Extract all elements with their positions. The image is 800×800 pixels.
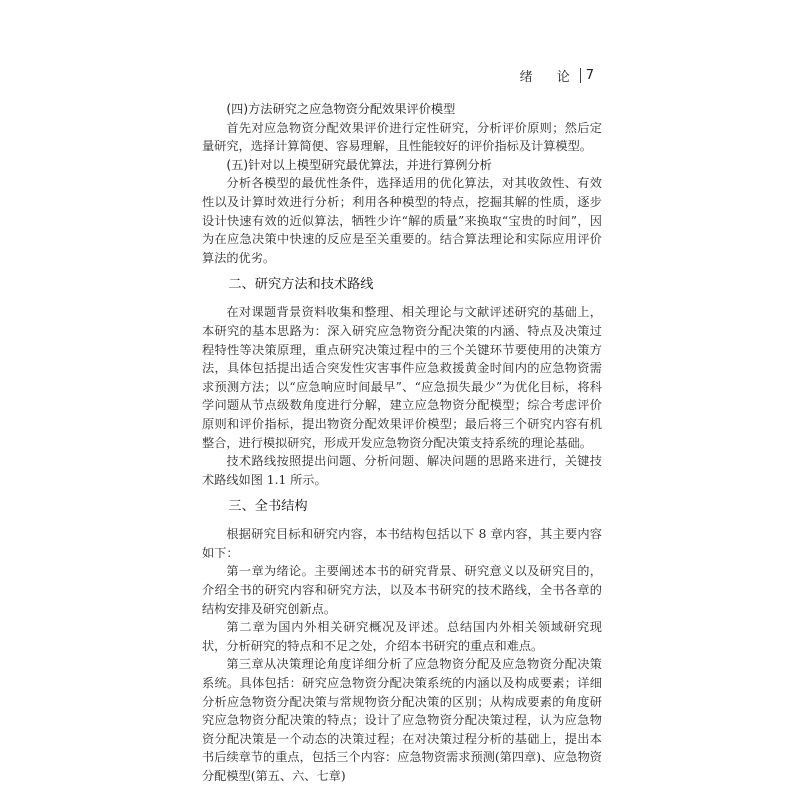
- paragraph: 根据研究目标和研究内容，本书结构包括以下 8 章内容，其主要内容如下：: [202, 527, 602, 560]
- subheading-4: (四)方法研究之应急物资分配效果评价模型: [226, 102, 456, 116]
- page-number: 7: [585, 68, 594, 83]
- page-body: [202, 100, 602, 786]
- section-heading-3: 三、全书结构: [228, 499, 308, 515]
- running-header: [520, 66, 594, 85]
- paragraph: 第二章为国内外相关研究概况及评述。总结国内外相关领域研究现状，分析研究的特点和不足之处，介绍本书研究的重点和难点。: [202, 620, 602, 653]
- paragraph: 第三章从决策理论角度详细分析了应急物资分配及应急物资分配决策系统。具体包括：研究应急物资分配决策系统的内涵以及构成要素；详细分析应急物资分配决策与常规物资分配决策的区别；从构成要素的角度研究应急物资分配决策的特点；设计了应急物资分配决策过程，认为应急物资分配决策是一个动态的决策过程；在对决策过程分析的基础上，提出本书后续章节的重点，包括三个内容：应急物资需求预测(第四章)、应急物资分配模型(第五、六、七章): [202, 657, 602, 783]
- paragraph: 技术路线按照提出问题、分析问题、解决问题的思路来进行，关键技术路线如图 1.1 所示。: [202, 454, 602, 487]
- paragraph: 在对课题背景资料收集和整理、相关理论与文献评述研究的基础上，本研究的基本思路为：深入研究应急物资分配决策的内涵、特点及决策过程特性等决策原理，重点研究决策过程中的三个关键环节要使用的决策方法，具体包括提出适合突发性灾害事件应急救援黄金时间内的应急物资需求预测方法；以“应急响应时间最早”、“应急损失最少”为优化目标，将科学问题从节点级数角度进行分解，建立应急物资分配模型；综合考虑评价原则和评价指标，提出物资分配效果评价模型；最后将三个研究内容有机整合，进行模拟研究，形成开发应急物资分配决策支持系统的理论基础。: [202, 305, 602, 450]
- section-heading-2: 二、研究方法和技术路线: [228, 277, 374, 293]
- header-divider: [580, 68, 581, 83]
- chapter-title: 绪 论: [519, 70, 580, 85]
- paragraph: 首先对应急物资分配效果评价进行定性研究，分析评价原则；然后定量研究，选择计算简便、容易理解，且性能较好的评价指标及计算模型。: [202, 120, 602, 154]
- paragraph: 分析各模型的最优性条件，选择适用的优化算法，对其收敛性、有效性以及计算时效进行分析；利用各种模型的特点，挖掘其解的性质，逐步设计快速有效的近似算法，牺牲少许“解的质量”来换取“宝贵的时间”，因为在应急决策中快速的反应是至关重要的。结合算法理论和实际应用评价算法的优劣。: [202, 176, 602, 265]
- paragraph: 第一章为绪论。主要阐述本书的研究背景、研究意义以及研究目的，介绍全书的研究内容和研究方法，以及本书研究的技术路线，全书各章的结构安排及研究创新点。: [202, 564, 602, 616]
- subheading-5: (五)针对以上模型研究最优算法，并进行算例分析: [226, 157, 492, 172]
